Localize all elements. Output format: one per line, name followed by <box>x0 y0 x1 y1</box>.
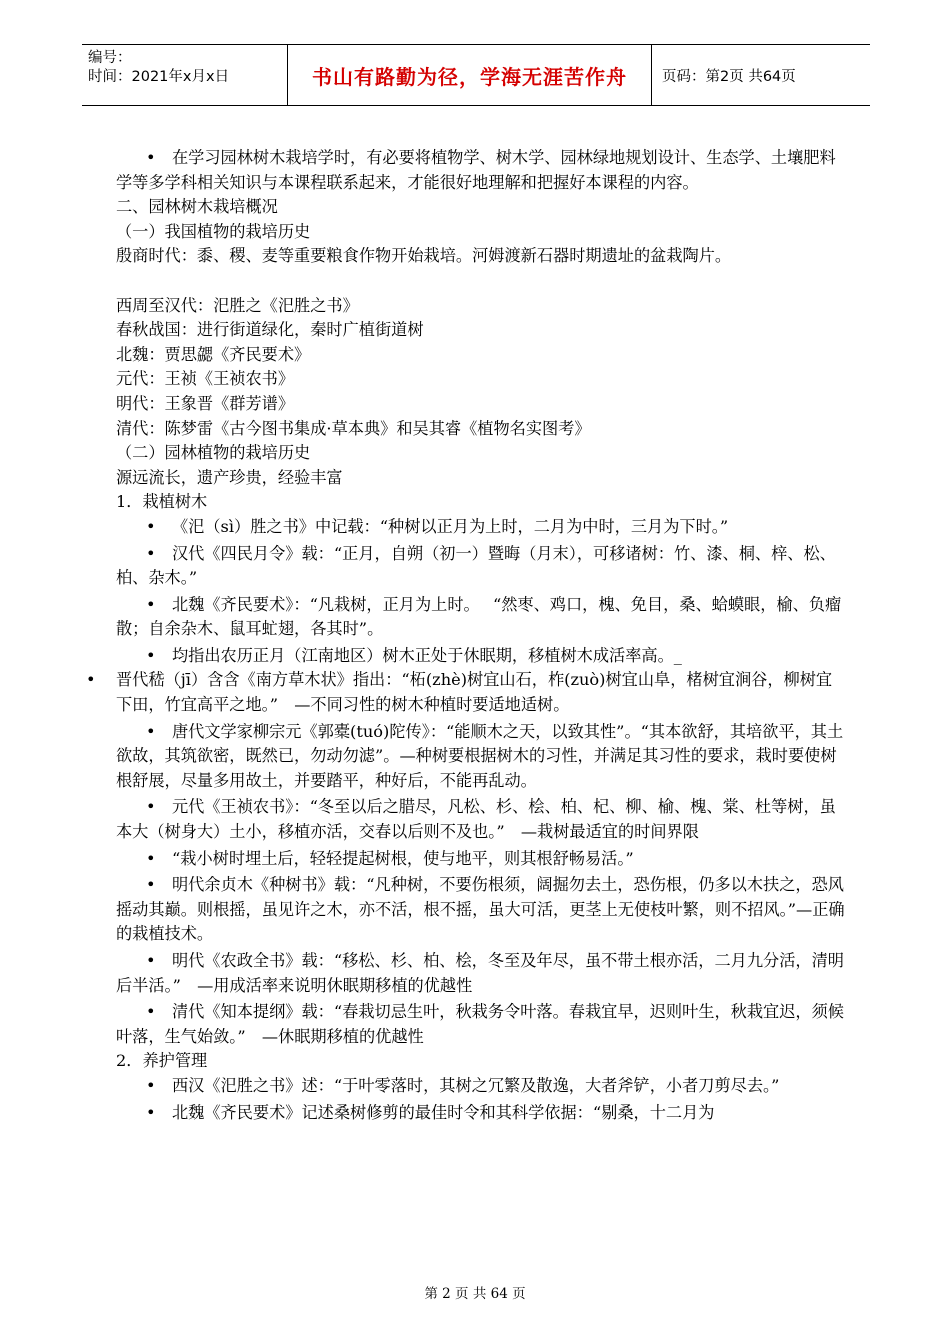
subsection-heading: （一）我国植物的栽培历史 <box>116 221 311 241</box>
subsection-heading: （二）园林植物的栽培历史 <box>116 443 311 463</box>
document-body <box>116 146 846 1125</box>
paragraph: 西周至汉代：汜胜之《汜胜之书》 <box>116 295 359 315</box>
paragraph: 清代：陈梦雷《古今图书集成·草本典》和吴其睿《植物名实图考》 <box>116 418 591 438</box>
paragraph: • 在学习园林树木栽培学时，有必要将植物学、树木学、园林绿地规划设计、生态学、土壤肥料学等多学科相关知识与本课程联系起来，才能很好地理解和把握好本课程的内容。 <box>116 146 846 195</box>
page-header <box>82 44 870 106</box>
bullet-item: • 《汜（sì）胜之书》中记载：“种树以正月为上时，二月为中时，三月为下时。” <box>116 515 846 540</box>
bullet-item: • 北魏《齐民要术》：“凡栽树，正月为上时。 “然枣、鸡口，槐、免目，桑、蛤蟆眼，榆、负瘤散；自余杂木、鼠耳虻翅，各其时”。 <box>116 593 846 642</box>
bullet-item: • 北魏《齐民要术》记述桑树修剪的最佳时令和其科学依据：“剔桑，十二月为 <box>116 1101 846 1126</box>
bullet-item: • 汉代《四民月令》载：“正月，自朔（初一）暨晦（月末），可移诸树：竹、漆、桐、梓、松、柏、杂木。” <box>116 542 846 591</box>
numbered-heading: 1．栽植树木 <box>116 492 208 512</box>
bullet-item: • 元代《王祯农书》：“冬至以后之腊尽，凡松、杉、桧、柏、杞、柳、榆、槐、棠、杜等树，虽本大（树身大）土小，移植亦活，交春以后则不及也。” —栽树最适宜的时间界限 <box>116 795 846 844</box>
time-label: 时间：2021年x月x日 <box>88 69 230 85</box>
paragraph: 源远流长，遗产珍贵，经验丰富 <box>116 467 343 487</box>
bullet-item: • 明代余贞木《种树书》载：“凡种树，不要伤根须，阔掘勿去土，恐伤根，仍多以木扶之，恐风摇动其巅。则根摇，虽见许之木，亦不活，根不摇，虽大可活，更茎上无使枝叶繁，则不招风。”—正确的栽植技术。 <box>116 873 846 947</box>
bullet-item: • 均指出农历正月（江南地区）树木正处于休眠期，移植树木成活率高。_ <box>116 644 846 669</box>
paragraph: 北魏：贾思勰《齐民要术》 <box>116 344 311 364</box>
paragraph: 元代：王祯《王祯农书》 <box>116 369 295 389</box>
paragraph: 殷商时代：黍、稷、麦等重要粮食作物开始栽培。河姆渡新石器时期遗址的盆栽陶片。 <box>116 246 732 266</box>
header-page-info: 页码：第2页 共64页 <box>662 68 796 85</box>
bullet-item: • 西汉《汜胜之书》述：“于叶零落时，其树之冗繁及散逸，大者斧铲，小者刀剪尽去。” <box>116 1074 846 1099</box>
paragraph: 春秋战国：进行街道绿化，秦时广植街道树 <box>116 320 424 340</box>
bullet-item: • 清代《知本提纲》载：“春栽切忌生叶，秋栽务令叶落。春栽宜早，迟则叶生，秋栽宜迟，须候叶落，生气始敛。” —休眠期移植的优越性 <box>116 1000 846 1049</box>
section-heading: 二、园林树木栽培概况 <box>116 197 278 217</box>
bullet-item: • 唐代文学家柳宗元《郭橐(tuó)陀传》：“能顺木之天，以致其性”。“其本欲舒，其培欲平，其土欲故，其筑欲密，既然已，勿动勿滤”。—种树要根据树木的习性，并满足其习性的要求，栽时要使树根舒展，尽量多用故土，并要踏平，种好后，不能再乱动。 <box>116 720 846 794</box>
number-label: 编号： <box>88 50 132 66</box>
bullet-item: • 明代《农政全书》载：“移松、杉、柏、桧，冬至及年尽，虽不带土根亦活，二月九分活，清明后半活。” —用成活率来说明休眠期移植的优越性 <box>116 949 846 998</box>
blank-line <box>116 269 846 294</box>
paragraph: 明代：王象晋《群芳谱》 <box>116 393 295 413</box>
bullet-item: • “栽小树时埋土后，轻轻提起树根，使与地平，则其根舒畅易活。” <box>116 847 846 872</box>
header-motto: 书山有路勤为径，学海无涯苦作舟 <box>288 45 652 105</box>
header-meta <box>82 45 288 105</box>
bullet-item: • 晋代嵇（jī）含含《南方草木状》指出：“柘(zhè)树宜山石，柞(zuò)树宜山阜，楮树宜涧谷，柳树宜下田，竹宜高平之地。” —不同习性的树木种植时要适地适树。 <box>116 668 846 717</box>
numbered-heading: 2．养护管理 <box>116 1051 208 1071</box>
page-footer: 第 2 页 共 64 页 <box>424 1286 526 1302</box>
